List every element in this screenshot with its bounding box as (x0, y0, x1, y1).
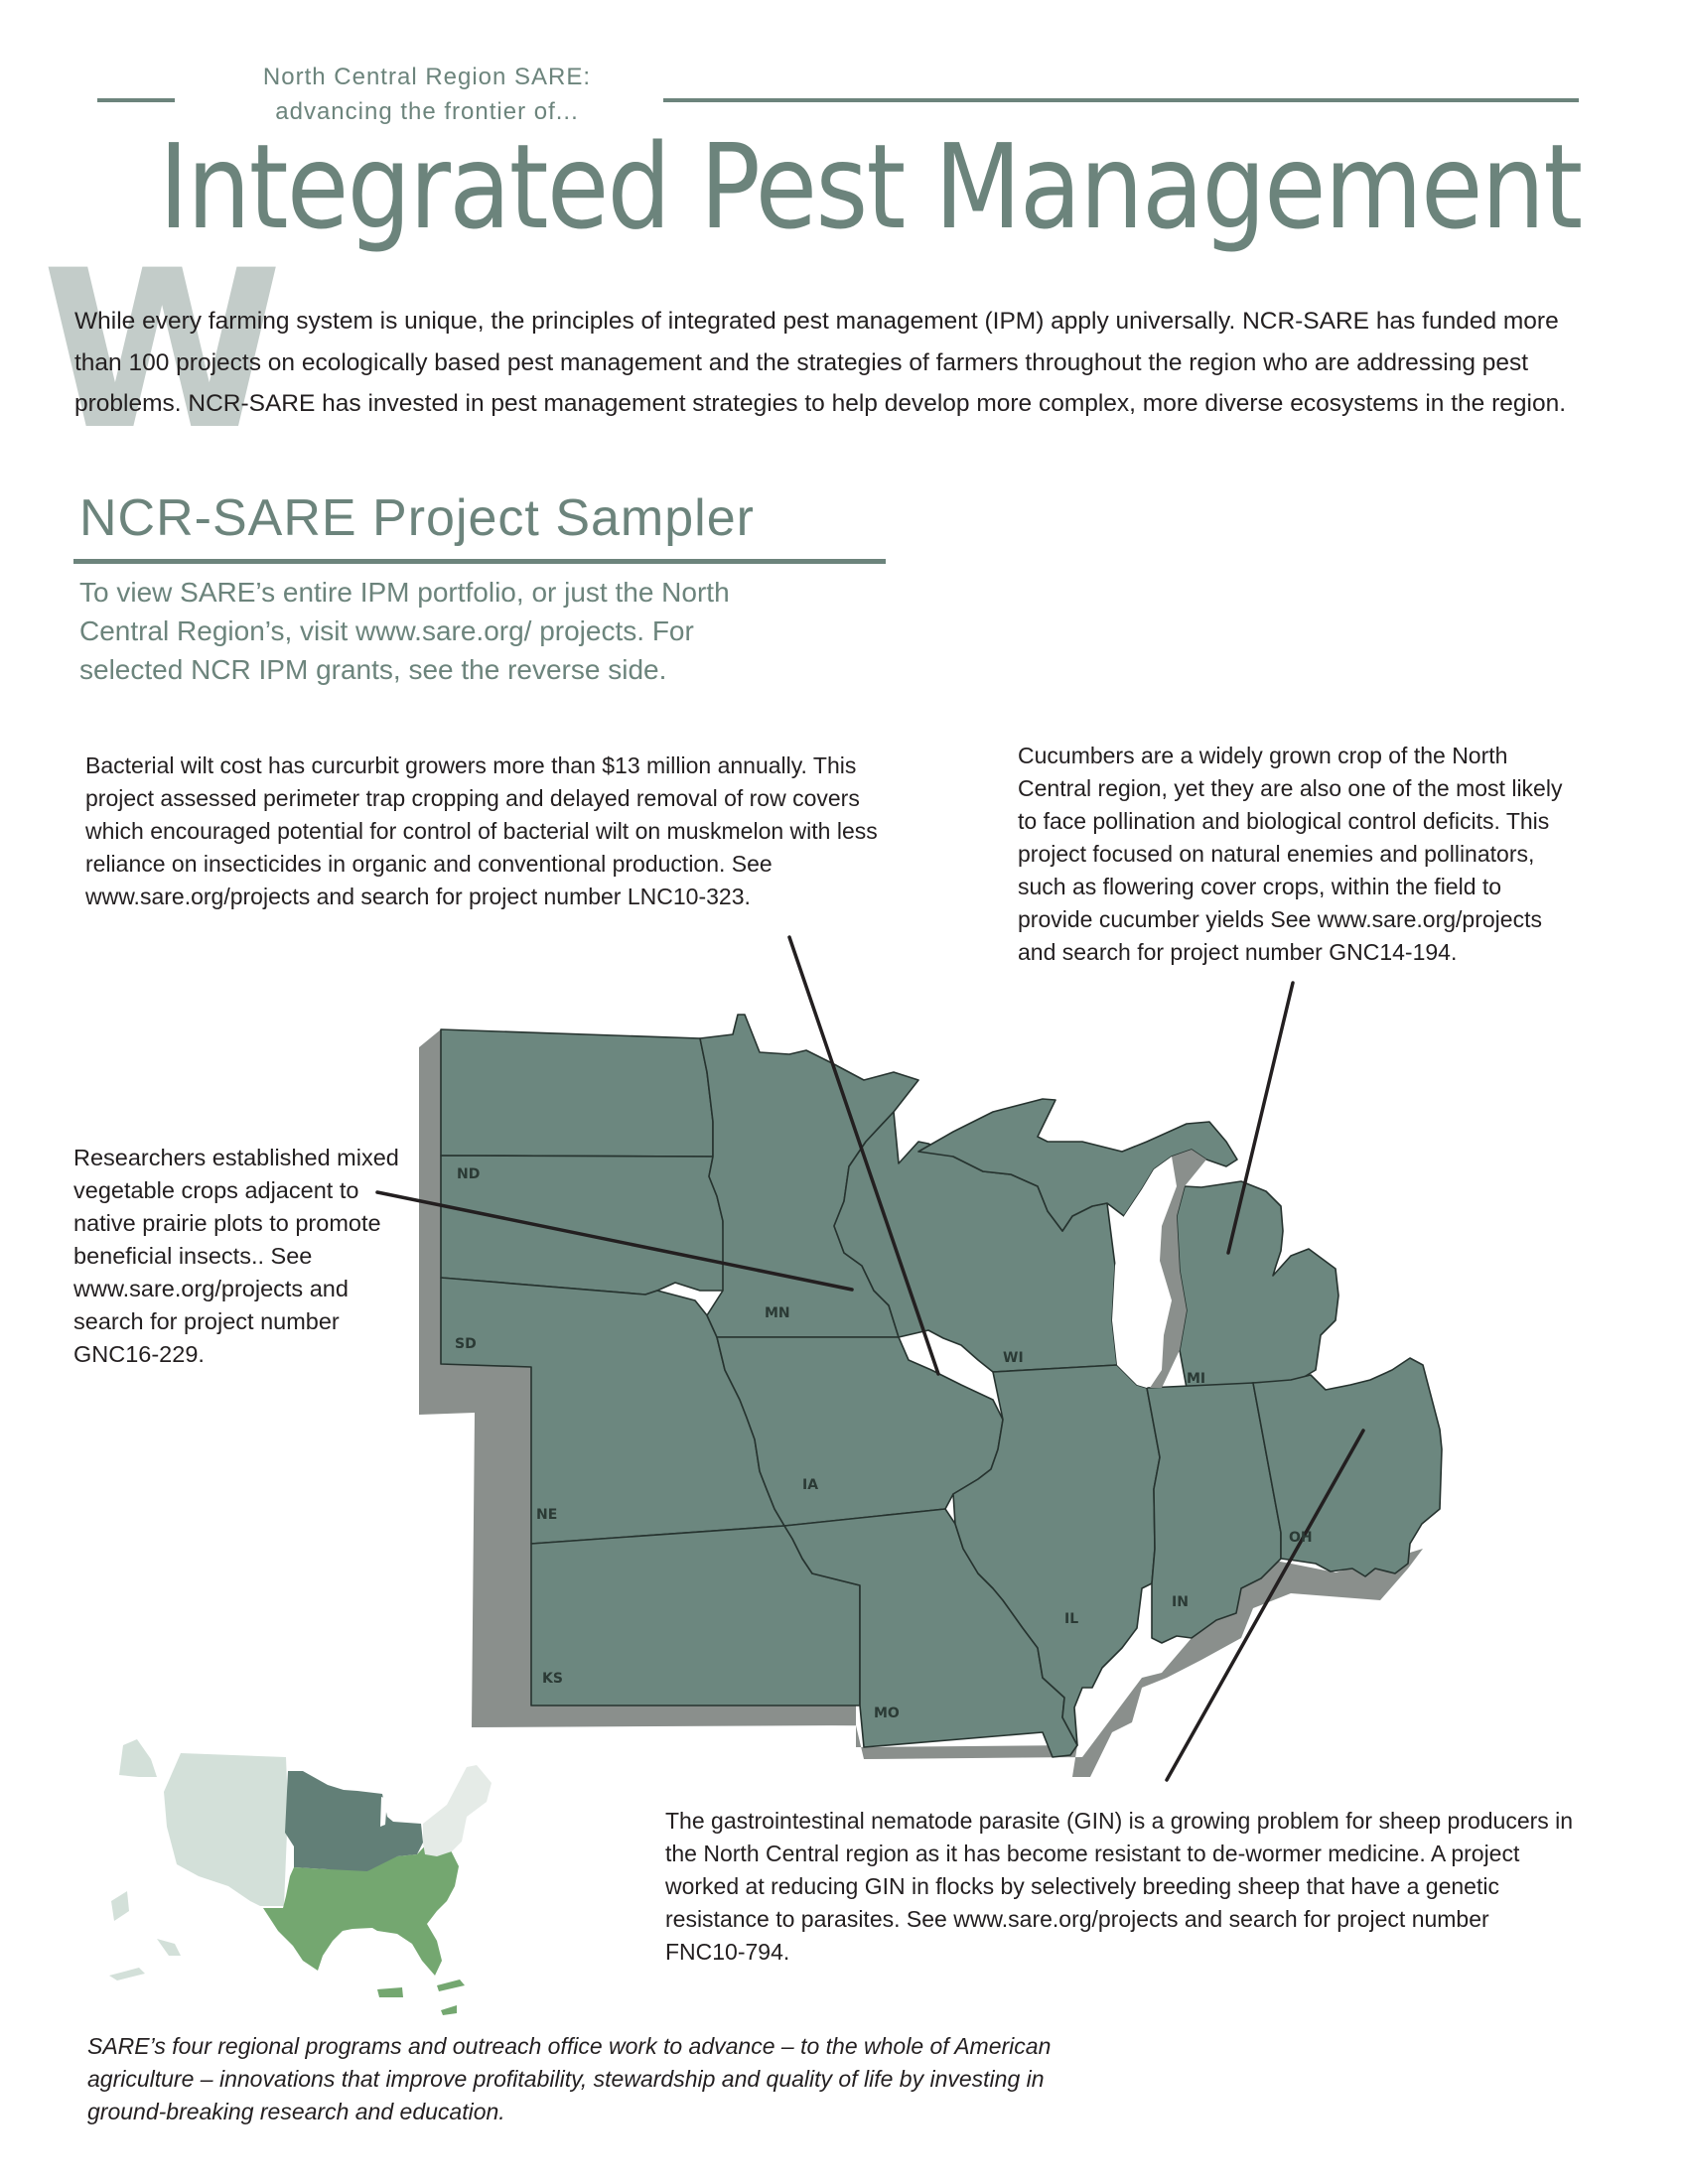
callout-cucumbers: Cucumbers are a widely grown crop of the North Central region, yet they are also one of the most likely to face pollination and biological control deficits. This project focused on natural enemies and pollinators, such as flowering cover crops, within the field to provide cucumber yields See www.sare.org/projects and search for project number GNC14-194. (1018, 743, 1563, 965)
state-label-sd: SD (455, 1336, 477, 1352)
footer-statement: SARE’s four regional programs and outreach office work to advance – to the whole of American agriculture – innovations that improve profitability, stewardship and quality of life by investing in ground-breaking research and education. (87, 2033, 1052, 2124)
state-label-in: IN (1172, 1594, 1189, 1610)
state-label-mo: MO (874, 1706, 900, 1721)
state-polygons (441, 1015, 1442, 1757)
state-label-wi: WI (1003, 1350, 1024, 1366)
state-label-nd: ND (457, 1166, 481, 1182)
state-sd (441, 1156, 725, 1295)
state-milp (1177, 1181, 1338, 1389)
us-west-region (109, 1739, 288, 1980)
section-title: NCR-SARE Project Sampler (79, 489, 755, 547)
state-label-ne: NE (536, 1507, 558, 1523)
us-northeast-region (423, 1765, 492, 1856)
state-label-oh: OH (1289, 1530, 1313, 1546)
state-label-ks: KS (542, 1671, 563, 1687)
state-nd (441, 1029, 713, 1157)
kicker-line-2: advancing the frontier of... (275, 98, 579, 125)
state-label-mi: MI (1187, 1371, 1206, 1387)
page-title: Integrated Pest Management (159, 118, 1582, 255)
state-label-mn: MN (765, 1305, 790, 1321)
callout-nematode: The gastrointestinal nematode parasite (GIN) is a growing problem for sheep producers in the North Central region as it has become resistant to de-wormer medicine. A project worked at reducing GIN in flocks by selectively breeding sheep that have a genetic resistance to parasites. See www.sare.org/projects and search for project number FNC10-794. (665, 1808, 1574, 1965)
state-label-il: IL (1064, 1611, 1079, 1627)
drop-cap: W (42, 223, 283, 478)
intro-paragraph: While every farming system is unique, the principles of integrated pest management (IPM) apply universally. NCR-SARE has funded more than 100 projects on ecologically based pest management and the strategies of farmers throughout the region who are addressing pest problems. NCR-SARE has invested in pest management strategies to help develop more complex, more diverse ecosystems in the region. (74, 308, 1567, 417)
kicker-line-1: North Central Region SARE: (262, 64, 592, 90)
section-blurb: To view SARE’s entire IPM portfolio, or just the North Central Region’s, visit www.sare.org/ projects. For selected NCR IPM grants, see the reverse side. (79, 577, 730, 685)
state-label-ia: IA (802, 1477, 819, 1493)
us-regions-map (109, 1739, 492, 2015)
callout-prairie-plots: Researchers established mixed vegetable crops adjacent to native prairie plots to promote beneficial insects.. See www.sare.org/projects and search for project number GNC16-229. (73, 1145, 399, 1367)
state-oh (1253, 1358, 1442, 1576)
callout-bacterial-wilt: Bacterial wilt cost has curcurbit growers more than $13 million annually. This project assessed perimeter trap cropping and delayed removal of row covers which encouraged potential for control of bacterial wilt on muskmelon with less reliance on insecticides in organic and conventional production. See www.sare.org/projects and search for project number LNC10-323. (85, 752, 878, 909)
